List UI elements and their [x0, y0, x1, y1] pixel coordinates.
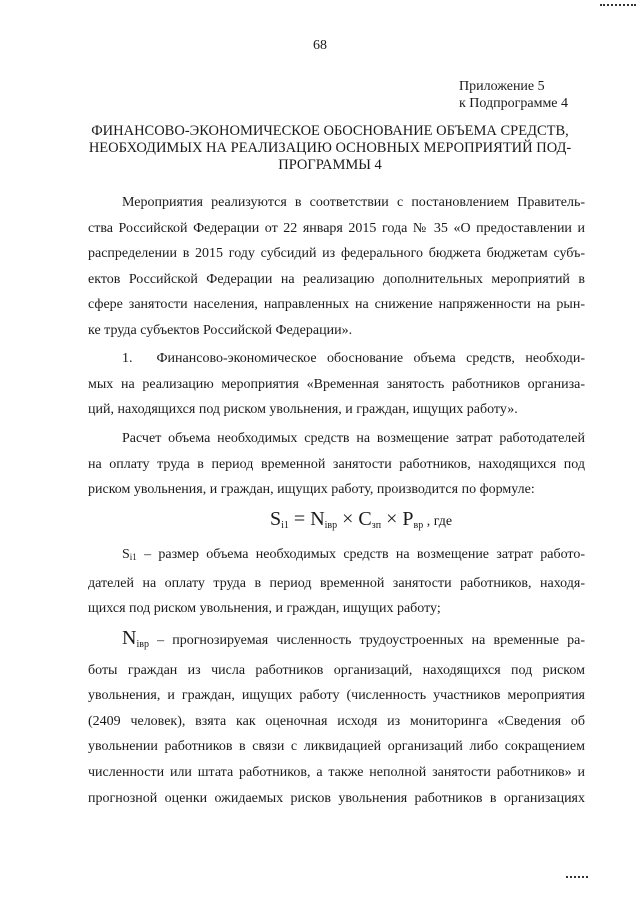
definition-n-paragraph	[88, 626, 585, 811]
calculation-paragraph	[88, 426, 585, 503]
definition-s-text: – размер объема необходимых средств на возмещение затрат работо-	[136, 547, 585, 562]
formula-tail: , где	[423, 514, 453, 529]
item-1-first-line	[88, 346, 585, 372]
item-1-line: мых на реализацию мероприятия «Временная занятость работников организа-	[88, 376, 585, 392]
definition-n-line: боты граждан из числа работников организаций, находящихся под риском	[88, 662, 585, 678]
item-1-paragraph	[88, 346, 585, 423]
item-1-line: ций, находящихся под риском увольнения, и граждан, ищущих работу».	[88, 402, 518, 418]
formula-n-sub: iвр	[324, 520, 338, 531]
def-n-sub: iвр	[136, 639, 149, 650]
calc-line: на оплату труда в период временной занятости работников, находящихся под	[88, 456, 585, 472]
scan-mark-bottom	[566, 876, 588, 880]
calc-line: риском увольнения, и граждан, ищущих работу, производится по формуле:	[88, 482, 535, 498]
formula-p-sub: вр	[413, 520, 424, 531]
definition-s-line: дателей на оплату труда в период временной занятости работников, находя-	[88, 575, 585, 591]
definition-s-symbol	[122, 547, 137, 562]
formula	[270, 508, 452, 531]
intro-line: Мероприятия реализуются в соответствии с постановлением Правитель-	[122, 195, 585, 210]
appendix-line-1: Приложение 5	[459, 79, 545, 94]
def-n-letter: N	[122, 627, 137, 649]
intro-line: сфере занятости населения, направленных на снижение напряженности на рын-	[88, 297, 585, 313]
def-s-sub: i1	[129, 552, 137, 562]
formula-eq: =	[288, 508, 311, 530]
intro-line: ектов Российской Федерации на реализацию дополнительных мероприятий в	[88, 271, 585, 287]
def-s-letter: S	[122, 547, 130, 562]
definition-n-line: (2409 человек), взята как оценочная исходя из мониторинга «Сведения об	[88, 713, 585, 729]
definition-n-line: увольнении работников в связи с ликвидацией организаций либо сокращением	[88, 739, 585, 755]
intro-paragraph	[88, 190, 585, 344]
document-title	[80, 123, 580, 174]
definition-n-line: численности или штата работников, а также неполной занятости работников» и	[88, 764, 585, 780]
definition-s-first-line	[88, 542, 585, 571]
definition-n-first-line	[88, 626, 585, 658]
title-line-2: НЕОБХОДИМЫХ НА РЕАЛИЗАЦИЮ ОСНОВНЫХ МЕРОПРИЯТИЙ ПОД-	[88, 140, 572, 156]
item-number: 1.	[122, 351, 133, 366]
formula-c: C	[358, 508, 372, 530]
calc-line: Расчет объема необходимых средств на возмещение затрат работодателей	[122, 431, 585, 446]
formula-n: N	[310, 508, 325, 530]
item-1-text: Финансово-экономическое обоснование объема средств, необходи-	[156, 351, 585, 366]
definition-n-line: прогнозной оценки ожидаемых рисков увольнения работников в организациях	[88, 790, 585, 806]
appendix-line-2: к Подпрограмме 4	[459, 96, 569, 111]
definition-n-line: увольнения, и граждан, ищущих работу (численность участников мероприятия	[88, 688, 585, 704]
definition-n-symbol	[122, 627, 149, 649]
formula-times: ×	[381, 508, 403, 530]
formula-c-sub: зп	[371, 520, 382, 531]
title-line-1: ФИНАНСОВО-ЭКОНОМИЧЕСКОЕ ОБОСНОВАНИЕ ОБЪЕМА СРЕДСТВ,	[91, 123, 569, 139]
title-line-3: ПРОГРАММЫ 4	[278, 157, 382, 173]
formula-times: ×	[337, 508, 359, 530]
definition-s-line: щихся под риском увольнения, и граждан, ищущих работу;	[88, 601, 441, 617]
intro-line: распределении в 2015 году субсидий из федерального бюджета бюджетам субъ-	[88, 246, 585, 262]
scan-mark-top	[600, 4, 636, 8]
appendix-reference	[459, 78, 568, 112]
page-number: 68	[313, 38, 327, 53]
intro-line: ке труда субъектов Российской Федерации».	[88, 322, 353, 338]
formula-p: P	[402, 508, 414, 530]
intro-line: ства Российской Федерации от 22 января 2015 года № 35 «О предоставлении и	[88, 220, 585, 236]
formula-s: S	[270, 508, 282, 530]
formula-s-sub: i1	[281, 520, 289, 531]
definition-s-paragraph	[88, 542, 585, 622]
definition-n-text: – прогнозируемая численность трудоустроенных на временные ра-	[148, 633, 585, 648]
